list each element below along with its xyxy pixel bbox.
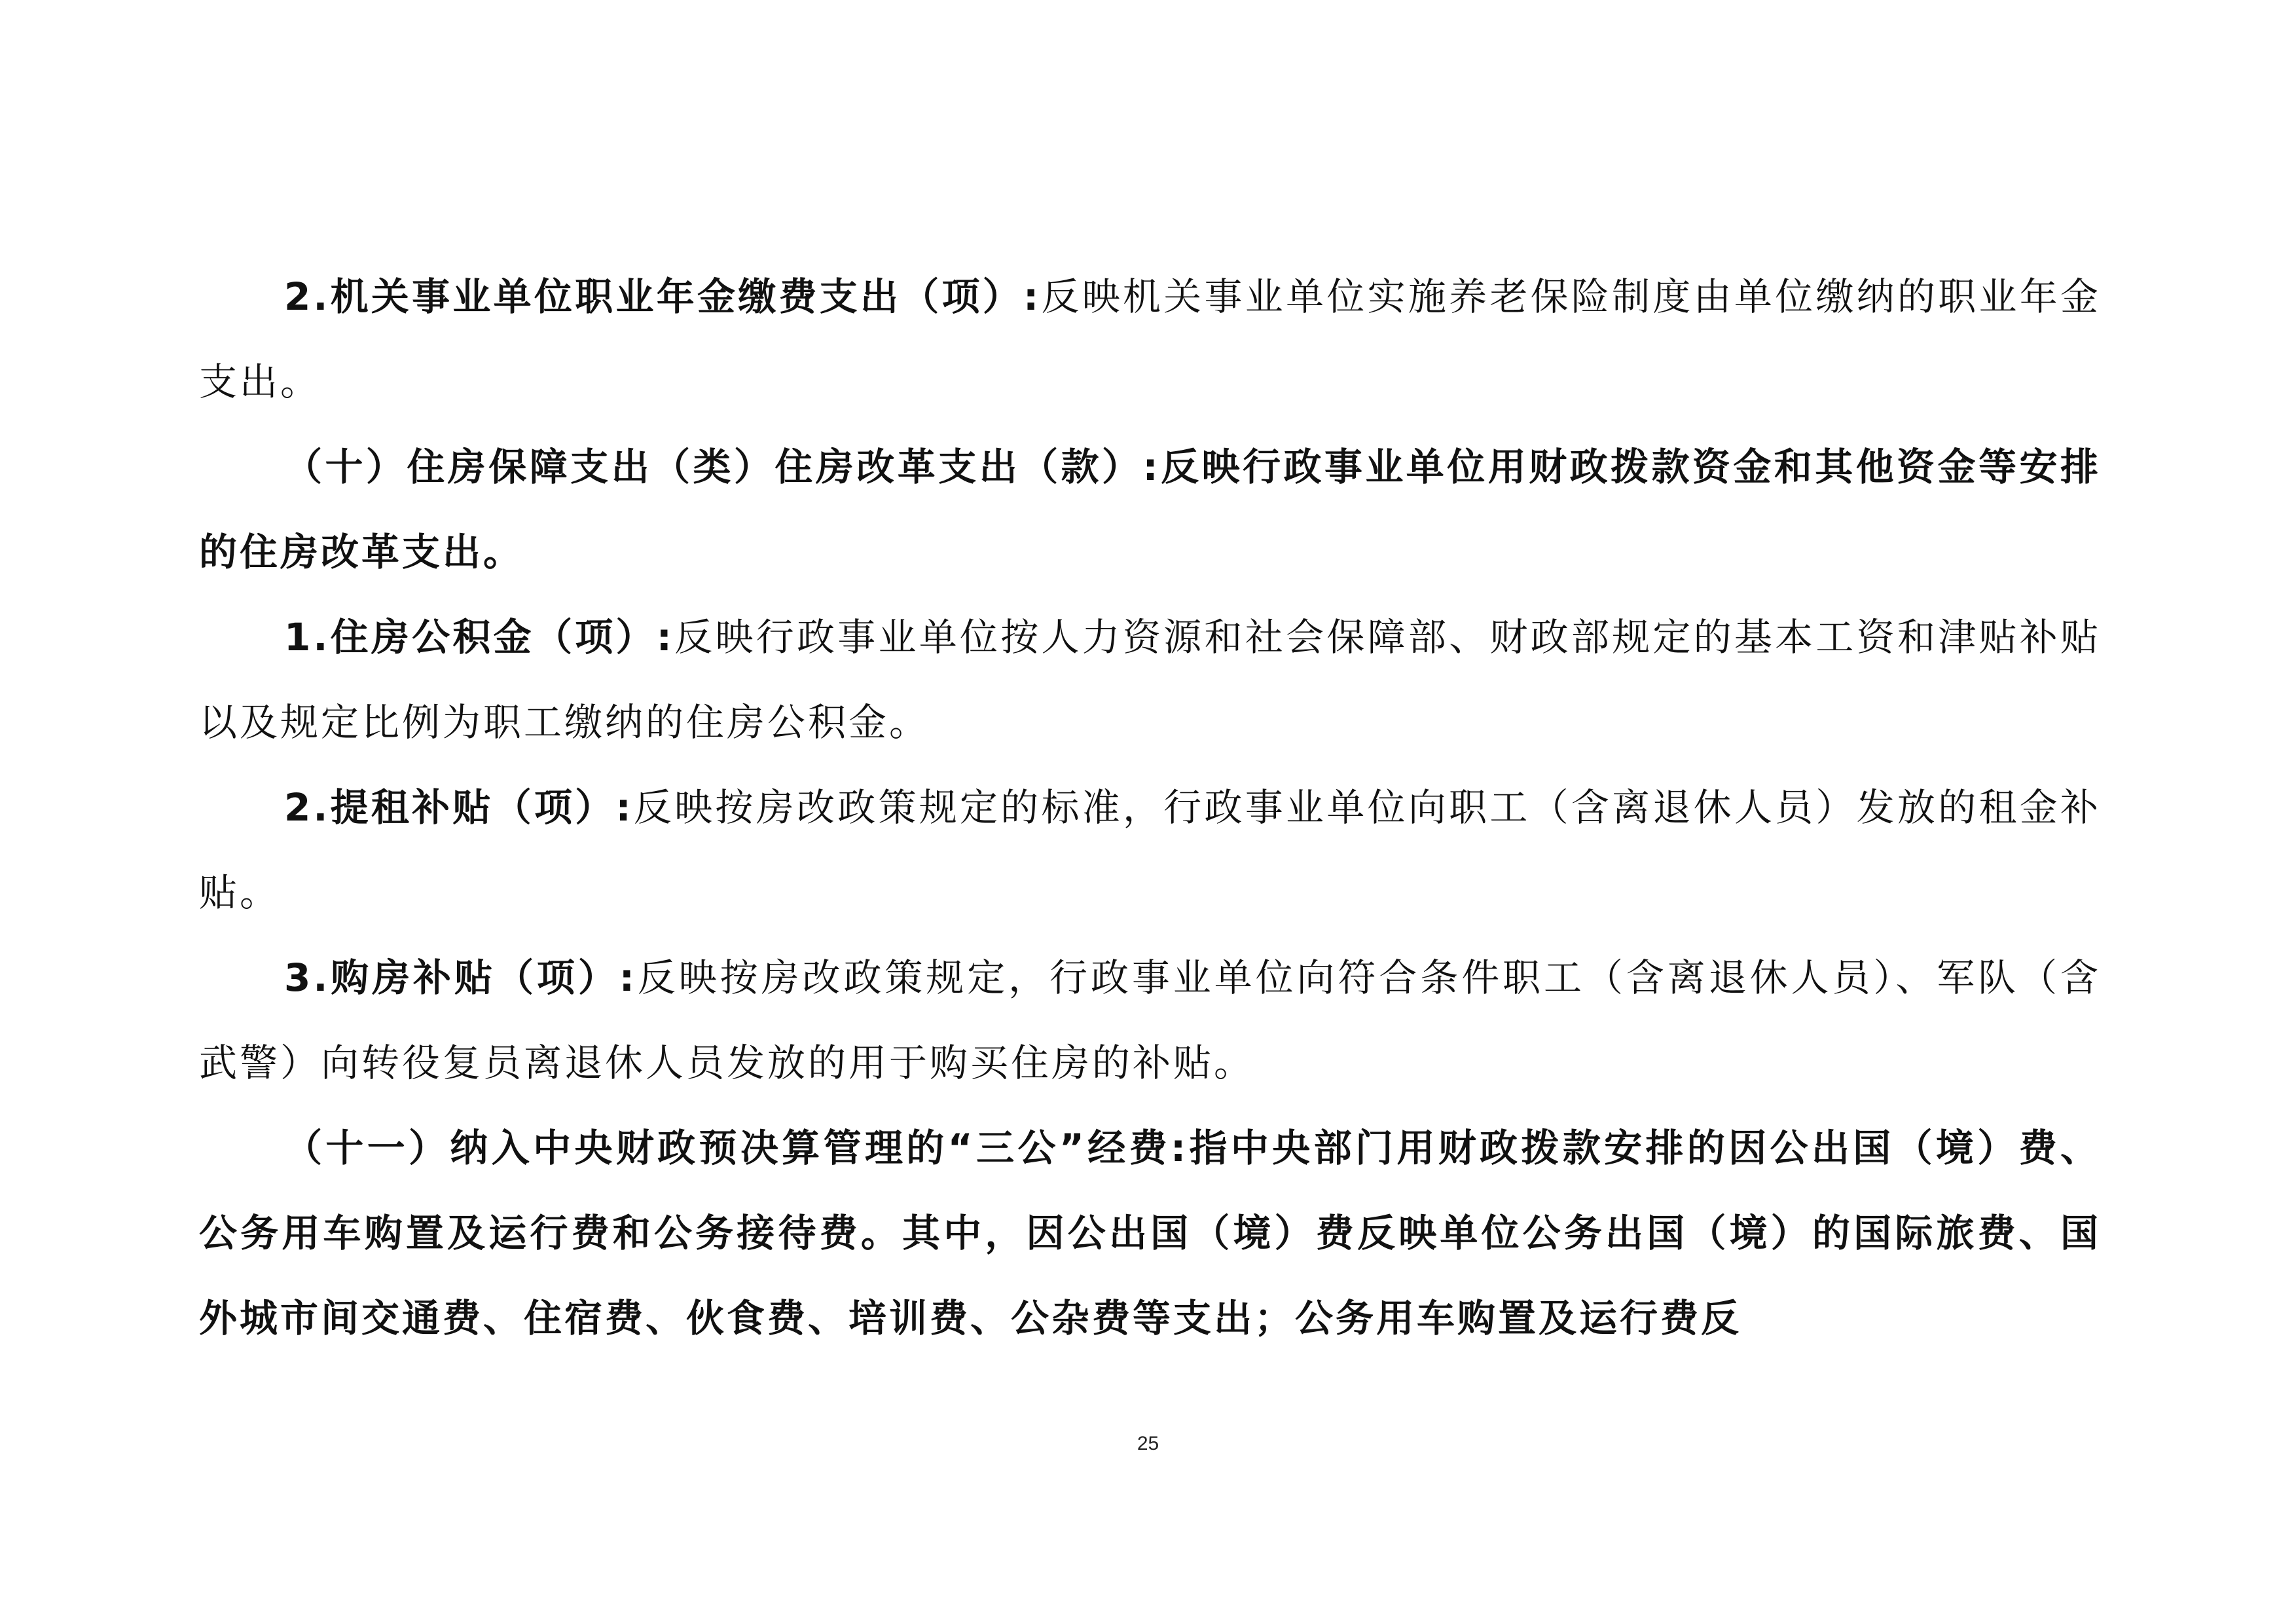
paragraph-lead: （十一）纳入中央财政预决算管理的“三公”经费: [284, 1126, 1189, 1170]
paragraph-rent-subsidy [199, 765, 2101, 935]
page-number: 25 [1137, 1433, 1159, 1454]
paragraph-text: 反映按房改政策规定，行政事业单位向符合条件职工（含离退休人员）、军队（含武警）向转役复员离退休人员发放的用于购买住房的补贴。 [199, 955, 2101, 1085]
paragraph-text: 反映行政事业单位按人力资源和社会保障部、财政部规定的基本工资和津贴补贴以及规定比例为职工缴纳的住房公积金。 [199, 615, 2101, 745]
document-body [199, 254, 2101, 1361]
paragraph-text: 反映行政事业单位用财政拨款资金和其他资金等安排的住房改革支出。 [199, 445, 2101, 574]
paragraph-text: 指中央部门用财政拨款安排的因公出国（境）费、公务用车购置及运行费和公务接待费。其中，因公出国（境）费反映单位公务出国（境）的国际旅费、国外城市间交通费、住宿费、伙食费、培训费、公杂费等支出；公务用车购置及运行费反 [199, 1126, 2101, 1340]
paragraph-lead: 1.住房公积金（项）: [284, 615, 674, 659]
paragraph-three-public-expenses [199, 1105, 2101, 1361]
paragraph-housing-fund [199, 595, 2101, 765]
paragraph-lead: （十）住房保障支出（类）住房改革支出（款）: [284, 445, 1161, 489]
paragraph-lead: 2.机关事业单位职业年金缴费支出（项）: [284, 274, 1042, 319]
paragraph-occupational-annuity [199, 254, 2101, 424]
paragraph-text: 反映按房改政策规定的标准，行政事业单位向职工（含离退休人员）发放的租金补贴。 [199, 785, 2101, 915]
paragraph-text: 反映机关事业单位实施养老保险制度由单位缴纳的职业年金支出。 [199, 274, 2101, 404]
paragraph-housing-purchase-subsidy [199, 935, 2101, 1105]
paragraph-housing-security [199, 424, 2101, 595]
paragraph-lead: 3.购房补贴（项）: [284, 955, 637, 1000]
paragraph-lead: 2.提租补贴（项）: [284, 785, 634, 830]
